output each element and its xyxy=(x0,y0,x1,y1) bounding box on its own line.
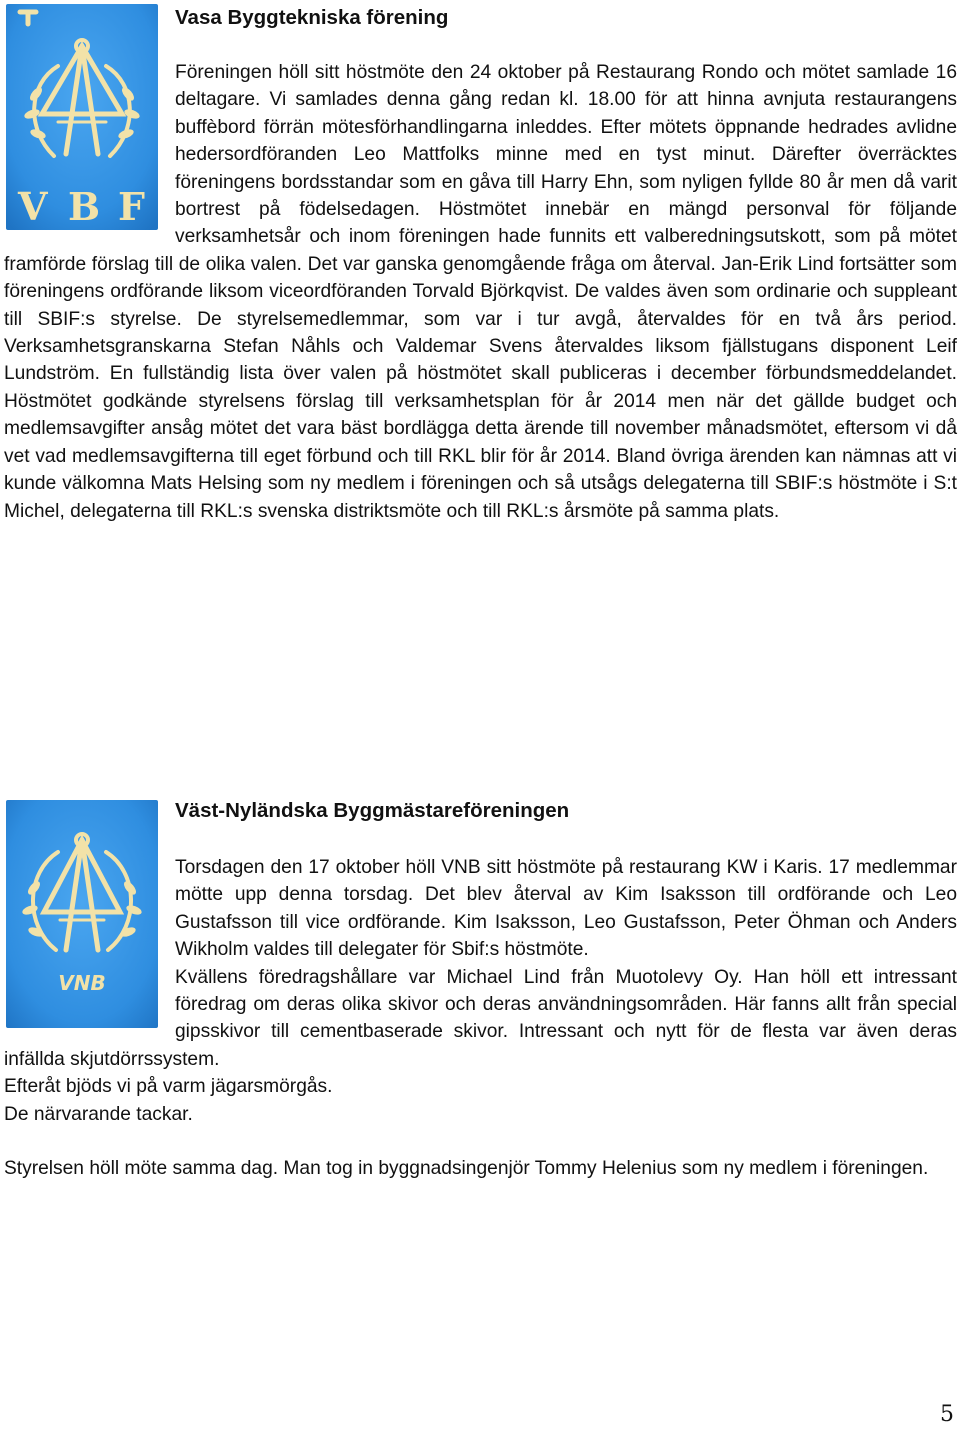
page-number: 5 xyxy=(940,1402,954,1427)
paragraph: Torsdagen den 17 oktober höll VNB sitt höstmöte på restaurang KW i Karis. 17 medlemmar mötte upp denna torsdag. Det blev återval av Kim Isaksson till ordförande och Leo Gustafsson till vice ordförande. Kim Isaksson, Leo Gustafsson, Peter Öhman och Anders Wikholm valdes till delegater för Sbif:s höstmöte. xyxy=(175,857,957,961)
vbf-letter-v: V xyxy=(18,184,48,229)
vbf-letter-b: B xyxy=(68,184,101,229)
closing-paragraph: Styrelsen höll möte samma dag. Man tog in byggnadsingenjör Tommy Helenius som ny medlem i föreningen. xyxy=(4,1158,929,1180)
section-title: Väst-Nyländska Byggmästareföreningen xyxy=(175,799,570,822)
paragraph: Kvällens föredragshållare var Michael Lind från Muotolevy Oy. Han höll ett intressant föredrag om deras olika skivor och deras användningsområden. Här fanns allt från special gipsskivor till cementbaserade skivor. Intressant och nytt för de flesta var även deras infällda skjutdörrssystem. xyxy=(4,966,957,1070)
paragraph: Föreningen höll sitt höstmöte den 24 oktober på Restaurang Rondo och mötet samlade 16 deltagare. Vi samlades denna gång redan kl. 18.00 för att hinna avnjuta restaurangens buffèbord förrän mötesförhandlingarna inleddes. Efter mötets öppnande hedrades avlidne hedersordföranden Leo Mattfolks minne med en tyst minut. Därefter överräcktes föreningens bordsstandar som en gåva till Harry Ehn, som nyligen fyllde 80 år men då varit bortrest på födelsedagen. Höstmötet innebär en mängd personval för följande verksamhetsår och inom föreningen hade funnits ett valberedningsutskott, som på mötet framförde förslag till de olika valen. Det var ganska genomgående fråga om återval. Jan-Erik Lind fortsätter som föreningens ordförande liksom viceordföranden Torvald Björkqvist. De valdes även som ordinarie och suppleant till SBIF:s styrelse. De styrelsemedlemmar, som var i tur avgå, återvaldes för en två års period. Verksamhetsgranskarna Stefan Nåhls och Valdemar Svens återvaldes liksom fjällstugans disponent Leif Lundström. En fullständig lista över valen på höstmötet skall publiceras i december förbundsmeddelandet. Höstmötet godkände styrelsens förslag till verksamhetsplan för år 2014 men när det gällde budget och medlemsavgifter ansåg mötet det vara bäst bordlägga detta ärende till november månadsmötet, eftersom vi då vet vad medlemsavgifterna till eget förbund och till RKL blir för år 2014. Bland övriga ärenden kan nämnas att vi kunde välkomna Mats Helsing som ny medlem i föreningen och så utsågs delegaterna till SBIF:s höstmöte i S:t Michel, delegaterna till RKL:s svenska distriktsmöte och till RKL:s årsmöte på samma plats. xyxy=(4,62,957,522)
vbf-letter-f: F xyxy=(118,184,145,229)
vnb-logo-text: VNB xyxy=(58,971,106,995)
section-title: Vasa Byggtekniska förening xyxy=(175,6,449,29)
section-body xyxy=(4,59,957,525)
paragraph: Efteråt bjöds vi på varm jägarsmörgås. xyxy=(4,1076,333,1098)
section-body xyxy=(4,854,957,1183)
paragraph: De närvarande tackar. xyxy=(4,1103,193,1125)
